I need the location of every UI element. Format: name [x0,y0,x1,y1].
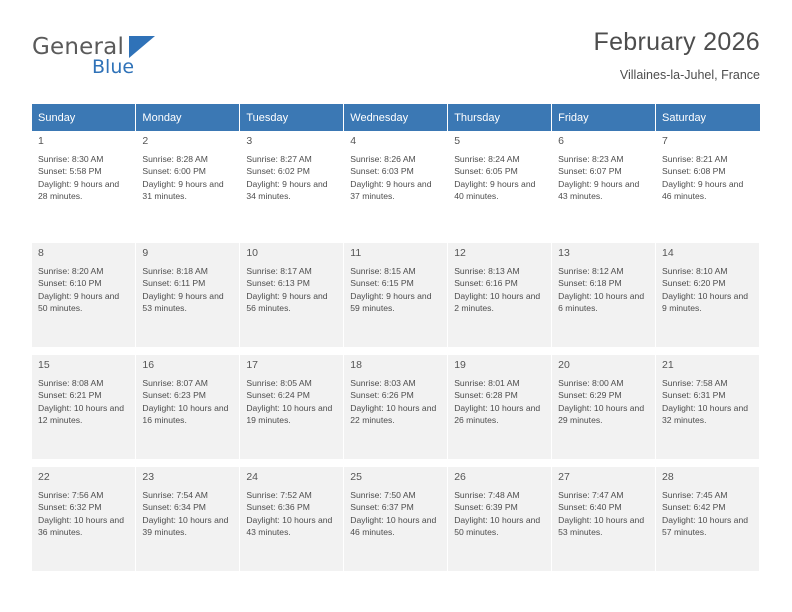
daylight-text: Daylight: 10 hours and 12 minutes. [38,402,124,426]
row-spacer-cell [656,459,760,467]
day-cell[interactable] [552,355,656,459]
day-number: 13 [558,247,570,259]
daylight-text: Daylight: 10 hours and 53 minutes. [558,514,645,538]
day-cell[interactable] [136,131,240,235]
day-number: 11 [350,247,362,259]
day-cell[interactable] [240,243,344,347]
title-block [594,26,761,82]
sunrise-text: Sunrise: 8:21 AM [662,154,728,164]
day-cell[interactable] [448,131,552,235]
day-number: 14 [662,247,674,259]
day-cell[interactable] [448,467,552,571]
sunset-text: Sunset: 6:00 PM [142,166,206,177]
row-spacer-cell [32,347,136,355]
day-cell[interactable] [656,131,760,235]
row-spacer [32,235,760,243]
triangle-flag-icon [129,36,155,58]
row-spacer-cell [448,347,552,355]
weekday-header-friday: Friday [552,104,656,131]
day-cell[interactable] [136,355,240,459]
sunrise-sunset-calendar [32,104,760,571]
row-spacer-cell [136,459,240,467]
weekday-header-saturday: Saturday [656,104,760,131]
daylight-text: Daylight: 10 hours and 36 minutes. [38,514,124,538]
day-number: 18 [350,359,362,371]
sunrise-text: Sunrise: 8:17 AM [246,266,312,276]
day-number: 20 [558,359,570,371]
sunrise-text: Sunrise: 8:13 AM [454,266,520,276]
table-row [32,467,760,571]
daylight-text: Daylight: 10 hours and 39 minutes. [142,514,229,538]
table-row [32,131,760,235]
daylight-text: Daylight: 9 hours and 34 minutes. [246,178,328,202]
daylight-text: Daylight: 9 hours and 50 minutes. [38,290,120,314]
daylight-text: Daylight: 9 hours and 37 minutes. [350,178,432,202]
day-number: 10 [246,247,259,259]
day-number: 23 [142,471,155,483]
sunset-text: Sunset: 6:24 PM [246,390,310,401]
day-number: 5 [454,135,461,147]
table-row [32,355,760,459]
sunrise-text: Sunrise: 7:52 AM [246,490,312,500]
daylight-text: Daylight: 10 hours and 26 minutes. [454,402,541,426]
day-cell[interactable] [344,467,448,571]
sunset-text: Sunset: 6:39 PM [454,502,518,513]
sunset-text: Sunset: 6:34 PM [142,502,206,513]
sunrise-text: Sunrise: 7:45 AM [662,490,728,500]
sunset-text: Sunset: 6:08 PM [662,166,726,177]
row-spacer-cell [552,235,656,243]
row-spacer-cell [552,347,656,355]
sunrise-text: Sunrise: 7:54 AM [142,490,208,500]
day-cell[interactable] [448,355,552,459]
weekday-header-sunday: Sunday [32,104,136,131]
row-spacer-cell [32,235,136,243]
sunrise-text: Sunrise: 8:10 AM [662,266,728,276]
day-number: 27 [558,471,570,483]
sunrise-text: Sunrise: 8:28 AM [142,154,208,164]
day-number: 3 [246,135,253,147]
day-number: 24 [246,471,259,483]
row-spacer-cell [656,347,760,355]
table-row [32,243,760,347]
row-spacer-cell [344,347,448,355]
page-header [32,26,760,92]
sunset-text: Sunset: 6:05 PM [454,166,518,177]
sunset-text: Sunset: 6:21 PM [38,390,102,401]
row-spacer-cell [136,347,240,355]
day-cell[interactable] [240,131,344,235]
day-cell[interactable] [136,243,240,347]
sunrise-text: Sunrise: 8:20 AM [38,266,104,276]
day-number: 25 [350,471,362,483]
brand-logo[interactable] [32,26,252,78]
day-cell[interactable] [136,467,240,571]
brand-name-bottom: Blue [92,56,135,78]
day-number: 21 [662,359,674,371]
row-spacer-cell [656,235,760,243]
day-cell[interactable] [656,467,760,571]
page-title: February 2026 [593,28,760,56]
row-spacer-cell [32,459,136,467]
sunset-text: Sunset: 6:18 PM [558,278,622,289]
daylight-text: Daylight: 9 hours and 53 minutes. [142,290,224,314]
day-number: 22 [38,471,50,483]
day-number: 12 [454,247,466,259]
sunrise-text: Sunrise: 8:18 AM [142,266,208,276]
daylight-text: Daylight: 10 hours and 43 minutes. [246,514,333,538]
daylight-text: Daylight: 9 hours and 40 minutes. [454,178,536,202]
sunset-text: Sunset: 6:10 PM [38,278,102,289]
day-number: 4 [350,135,357,147]
day-cell[interactable] [240,467,344,571]
day-cell[interactable] [32,243,136,347]
day-number: 26 [454,471,466,483]
row-spacer-cell [240,347,344,355]
row-spacer [32,347,760,355]
sunset-text: Sunset: 6:20 PM [662,278,726,289]
sunrise-text: Sunrise: 8:01 AM [454,378,520,388]
row-spacer-cell [344,235,448,243]
sunrise-text: Sunrise: 8:12 AM [558,266,624,276]
day-cell[interactable] [240,355,344,459]
sunrise-text: Sunrise: 8:07 AM [142,378,208,388]
day-number: 8 [38,247,44,259]
row-spacer-cell [448,235,552,243]
day-number: 28 [662,471,674,483]
daylight-text: Daylight: 9 hours and 43 minutes. [558,178,640,202]
day-cell[interactable] [552,467,656,571]
day-number: 1 [38,135,44,147]
sunset-text: Sunset: 6:13 PM [246,278,310,289]
day-cell[interactable] [32,131,136,235]
sunset-text: Sunset: 6:02 PM [246,166,310,177]
day-cell[interactable] [552,131,656,235]
day-cell[interactable] [32,355,136,459]
day-number: 15 [38,359,50,371]
daylight-text: Daylight: 10 hours and 2 minutes. [454,290,541,314]
sunset-text: Sunset: 6:23 PM [142,390,206,401]
daylight-text: Daylight: 10 hours and 50 minutes. [454,514,541,538]
weekday-header-wednesday: Wednesday [344,104,448,131]
sunset-text: Sunset: 6:31 PM [662,390,726,401]
sunrise-text: Sunrise: 7:48 AM [454,490,520,500]
sunrise-text: Sunrise: 7:47 AM [558,490,624,500]
sunset-text: Sunset: 6:16 PM [454,278,518,289]
sunset-text: Sunset: 6:40 PM [558,502,622,513]
daylight-text: Daylight: 9 hours and 46 minutes. [662,178,744,202]
sunrise-text: Sunrise: 7:56 AM [38,490,104,500]
sunset-text: Sunset: 6:29 PM [558,390,622,401]
brand-name-top: General [32,34,125,60]
sunset-text: Sunset: 6:11 PM [142,278,206,289]
daylight-text: Daylight: 9 hours and 59 minutes. [350,290,432,314]
daylight-text: Daylight: 10 hours and 29 minutes. [558,402,645,426]
sunset-text: Sunset: 6:36 PM [246,502,310,513]
sunset-text: Sunset: 6:07 PM [558,166,622,177]
sunrise-text: Sunrise: 8:00 AM [558,378,624,388]
sunrise-text: Sunrise: 8:05 AM [246,378,312,388]
weekday-header-monday: Monday [136,104,240,131]
sunrise-text: Sunrise: 8:23 AM [558,154,624,164]
daylight-text: Daylight: 10 hours and 9 minutes. [662,290,749,314]
daylight-text: Daylight: 10 hours and 6 minutes. [558,290,645,314]
weekday-header-row [32,104,760,131]
day-number: 6 [558,135,564,147]
row-spacer-cell [240,459,344,467]
daylight-text: Daylight: 10 hours and 19 minutes. [246,402,333,426]
row-spacer-cell [136,235,240,243]
daylight-text: Daylight: 9 hours and 31 minutes. [142,178,224,202]
daylight-text: Daylight: 10 hours and 16 minutes. [142,402,229,426]
sunset-text: Sunset: 6:42 PM [662,502,726,513]
day-cell[interactable] [656,355,760,459]
daylight-text: Daylight: 10 hours and 46 minutes. [350,514,437,538]
row-spacer-cell [552,459,656,467]
daylight-text: Daylight: 9 hours and 56 minutes. [246,290,328,314]
weekday-header-tuesday: Tuesday [240,104,344,131]
sunset-text: Sunset: 6:15 PM [350,278,414,289]
sunset-text: Sunset: 5:58 PM [38,166,102,177]
daylight-text: Daylight: 10 hours and 57 minutes. [662,514,749,538]
location-label: Villaines-la-Juhel, France [619,68,760,82]
sunrise-text: Sunrise: 8:15 AM [350,266,416,276]
sunrise-text: Sunrise: 7:50 AM [350,490,416,500]
day-number: 2 [142,135,149,147]
row-spacer-cell [344,459,448,467]
day-cell[interactable] [344,131,448,235]
day-cell[interactable] [448,243,552,347]
sunset-text: Sunset: 6:37 PM [350,502,414,513]
sunrise-text: Sunrise: 8:24 AM [454,154,520,164]
row-spacer-cell [448,459,552,467]
day-number: 9 [142,247,149,259]
day-cell[interactable] [32,467,136,571]
daylight-text: Daylight: 10 hours and 32 minutes. [662,402,749,426]
daylight-text: Daylight: 9 hours and 28 minutes. [38,178,120,202]
row-spacer [32,459,760,467]
day-cell[interactable] [552,243,656,347]
day-cell[interactable] [344,243,448,347]
sunrise-text: Sunrise: 8:03 AM [350,378,416,388]
day-number: 7 [662,135,668,147]
row-spacer-cell [240,235,344,243]
sunrise-text: Sunrise: 8:27 AM [246,154,312,164]
sunrise-text: Sunrise: 8:30 AM [38,154,104,164]
sunset-text: Sunset: 6:26 PM [350,390,414,401]
day-number: 16 [142,359,155,371]
day-cell[interactable] [344,355,448,459]
sunrise-text: Sunrise: 7:58 AM [662,378,728,388]
daylight-text: Daylight: 10 hours and 22 minutes. [350,402,437,426]
sunset-text: Sunset: 6:28 PM [454,390,518,401]
sunset-text: Sunset: 6:32 PM [38,502,102,513]
day-number: 17 [246,359,259,371]
sunset-text: Sunset: 6:03 PM [350,166,414,177]
sunrise-text: Sunrise: 8:08 AM [38,378,104,388]
sunrise-text: Sunrise: 8:26 AM [350,154,416,164]
weekday-header-thursday: Thursday [448,104,552,131]
day-cell[interactable] [656,243,760,347]
day-number: 19 [454,359,466,371]
